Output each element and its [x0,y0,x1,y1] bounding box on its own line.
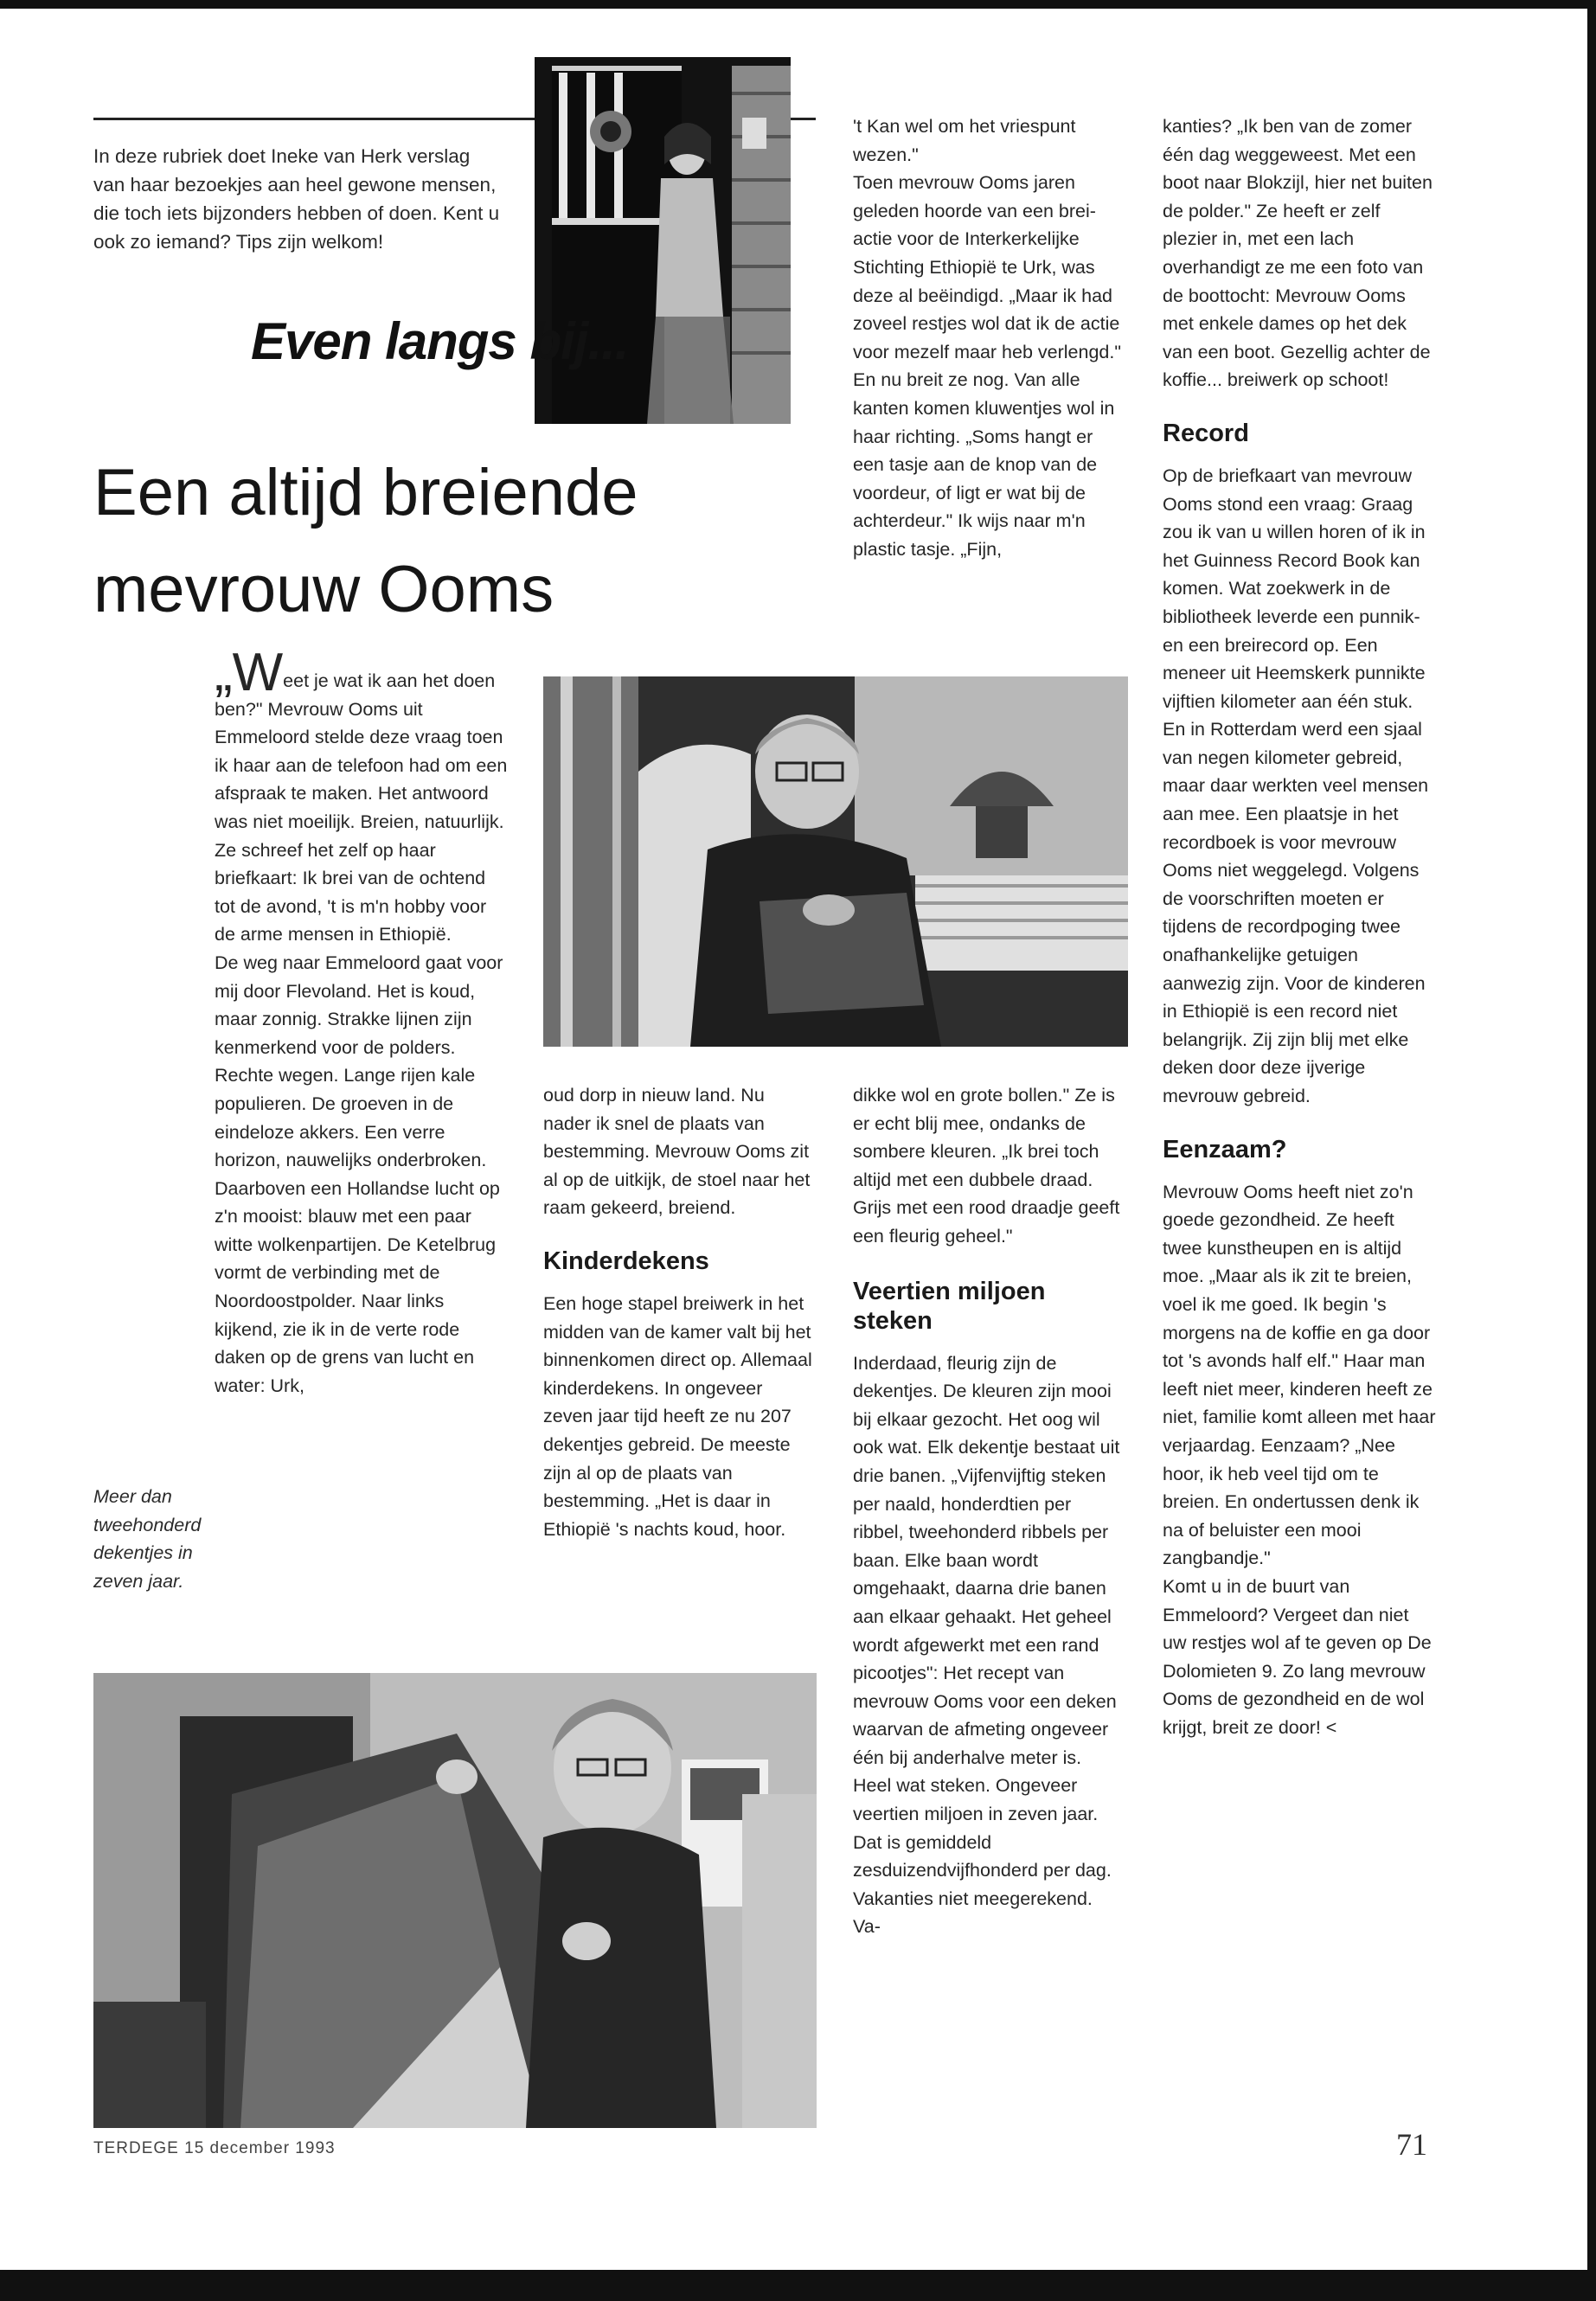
opening-paragraph-text: eet je wat ik aan het doen ben?" Mevrouw Ooms uit Emmeloord stelde deze vraag toen ik haar aan de telefoon had om een afspraak te maken. Het antwoord was niet moeilijk. Breien, natuurlijk. Ze schreef het zelf op haar briefkaart: Ik brei van de ochtend tot de avond, 't is m'n hobby voor de arme mensen in Ethiopië. [215,670,508,945]
knitting-chair-illustration [543,676,1128,1047]
article-column-1 [215,643,509,1400]
page-number: 71 [1396,2127,1427,2162]
col3-paragraph-5: Heel wat steken. Ongeveer veertien miljoen in zeven jaar. Dat is gemiddeld zesduizendvijfhonderd per dag. Vakanties niet meegerekend. Va- [853,1775,1112,1938]
subheading-veertien-miljoen-steken: Veertien miljoen steken [853,1277,1046,1335]
blanket-illustration [93,1673,817,2128]
col4-paragraph-3: Mevrouw Ooms heeft niet zo'n goede gezondheid. Ze heeft twee kunstheupen en is altijd moe. „Maar als ik zit te breien, voel ik me goed. Ik begin 's morgens na de koffie en ga door tot 's avonds half elf." Haar man leeft niet meer, kinderen heeft ze niet, familie komt alleen met haar verjaardag. Eenzaam? „Nee hoor, ik heb veel tijd om te breien. En ondertussen denk ik na of beluister een mooi zangbandje." [1163,1181,1436,1569]
photo-knitting-chair [543,676,1128,1047]
intro-text: In deze rubriek doet Ineke van Herk verslag van haar bezoekjes aan heel gewone mensen, die toch iets bijzonders hebben of doen. Kent u ook zo iemand? Tips zijn welkom! [93,145,500,253]
article-headline: Een altijd breiende mevrouw Ooms [93,456,638,626]
col2-paragraph-1: oud dorp in nieuw land. Nu nader ik snel de plaats van bestemming. Mevrouw Ooms zit al op de uitkijk, de stoel naar het raam gekeerd, breiend. [543,1085,811,1219]
photo-caption: Meer dan tweehonderd dekentjes in zeven jaar. [93,1486,202,1592]
col2-paragraph-2: Een hoge stapel breiwerk in het midden van de kamer valt bij het binnenkomen direct op. Allemaal kinderdekens. In ongeveer zeven jaar tijd heeft ze nu 207 dekentjes gebreid. De meeste zijn al op de plaats van bestemming. „Het is daar in Ethiopië 's nachts koud, hoor. [543,1292,812,1540]
footer-magazine-date: TERDEGE 15 december 1993 [93,2139,336,2157]
article-column-2 [543,1081,817,1543]
col4-paragraph-4: Komt u in de buurt van Emmeloord? Vergeet dan niet uw restjes wol af te geven op De Dolomieten 9. Zo lang mevrouw Ooms de gezondheid en de wol krijgt, breit ze door! < [1163,1575,1432,1738]
scan-border-top [0,0,1596,9]
subheading-kinderdekens: Kinderdekens [543,1247,709,1275]
rubric-kicker: Even langs bij... [251,312,629,370]
col4-paragraph-1: kanties? „Ik ben van de zomer één dag weggeweest. Met een boot naar Blokzijl, hier net buiten de polder." Ze heeft er zelf plezier in, met een lach overhandigt ze me een foto van de boottocht: Mevrouw Ooms met enkele dames op het dek van een boot. Gezellig achter de koffie... breiwerk op schoot! [1163,116,1433,391]
article-column-4 [1163,112,1436,1741]
photo-blanket [93,1673,817,2128]
col3-paragraph-4: Inderdaad, fleurig zijn de dekentjes. De kleuren zijn mooi bij elkaar gezocht. Het oog wil ook wat. Elk dekentje bestaat uit drie banen. „Vijfenvijftig steken per naald, honderdtien per ribbel, tweehonderd ribbels per baan. Elke baan wordt omgehaakt, daarna drie banen aan elkaar gehaakt. Het geheel wordt afgewerkt met een rand picootjes": Het recept van mevrouw Ooms voor een deken waarvan de afmeting ongeveer één bij anderhalve meter is. [853,1352,1120,1768]
opening-paragraph [215,643,509,949]
col3-paragraph-2: Toen mevrouw Ooms jaren geleden hoorde van een brei-actie voor de Interkerkelijke Stichting Ethiopië te Urk, was deze al beëindigd. „Maar ik had zoveel restjes wol dat ik de actie voor mezelf maar heb verlengd." En nu breit ze nog. Van alle kanten komen kluwentjes wol in haar richting. „Soms hangt er een tasje aan de knop van de voordeur, of ligt er wat bij de achterdeur." Ik wijs naar m'n plastic tasje. „Fijn, [853,172,1121,560]
scan-border-right [1587,0,1596,2301]
subheading-record: Record [1163,419,1249,447]
col4-paragraph-2: Op de briefkaart van mevrouw Ooms stond een vraag: Graag zou ik van u willen horen of ik in het Guinness Record Book kan komen. Wat zoekwerk in de bibliotheek leverde een punnik- en een breirecord op. Een meneer uit Heemskerk punnikte vijftien kilometer aan één stuk. En in Rotterdam werd een sjaal van negen kilometer gebreid, maar daar werkten veel mensen aan mee. Een plaatsje in het recordboek is voor mevrouw Ooms niet weggelegd. Volgens de voorschriften moeten er tijdens de recordpoging twee onafhankelijke getuigen aanwezig zijn. Voor de kinderen in Ethiopië is een record niet belangrijk. Zij zijn blij met elke deken door deze ijverige mevrouw gebreid. [1163,465,1429,1106]
scan-border-bottom [0,2270,1596,2301]
col1-paragraph-2: De weg naar Emmeloord gaat voor mij door Flevoland. Het is koud, maar zonnig. Strakke lijnen zijn kenmerkend voor de polders. Rechte wegen. Lange rijen kale populieren. De groeven in de eindeloze akkers. Een verre horizon, nauwelijks onderbroken. Daarboven een Hollandse lucht op z'n mooist: blauw met een paar witte wolkenpartijen. De Ketelbrug vormt de verbinding met de Noordoostpolder. Naar links kijkend, zie ik in de verte rode daken op de grens van lucht en water: Urk, [215,952,503,1396]
subheading-eenzaam: Eenzaam? [1163,1135,1287,1163]
article-column-3-top [853,112,1121,564]
col3-paragraph-1: 't Kan wel om het vriespunt wezen." [853,116,1076,165]
article-column-3-bottom [853,1081,1121,1941]
drop-cap: „W [215,643,284,702]
col3-paragraph-3: dikke wol en grote bollen." Ze is er echt blij mee, ondanks de sombere kleuren. „Ik brei toch altijd met een dubbele draad. Grijs met een rood draadje geeft een fleurig geheel." [853,1085,1120,1247]
